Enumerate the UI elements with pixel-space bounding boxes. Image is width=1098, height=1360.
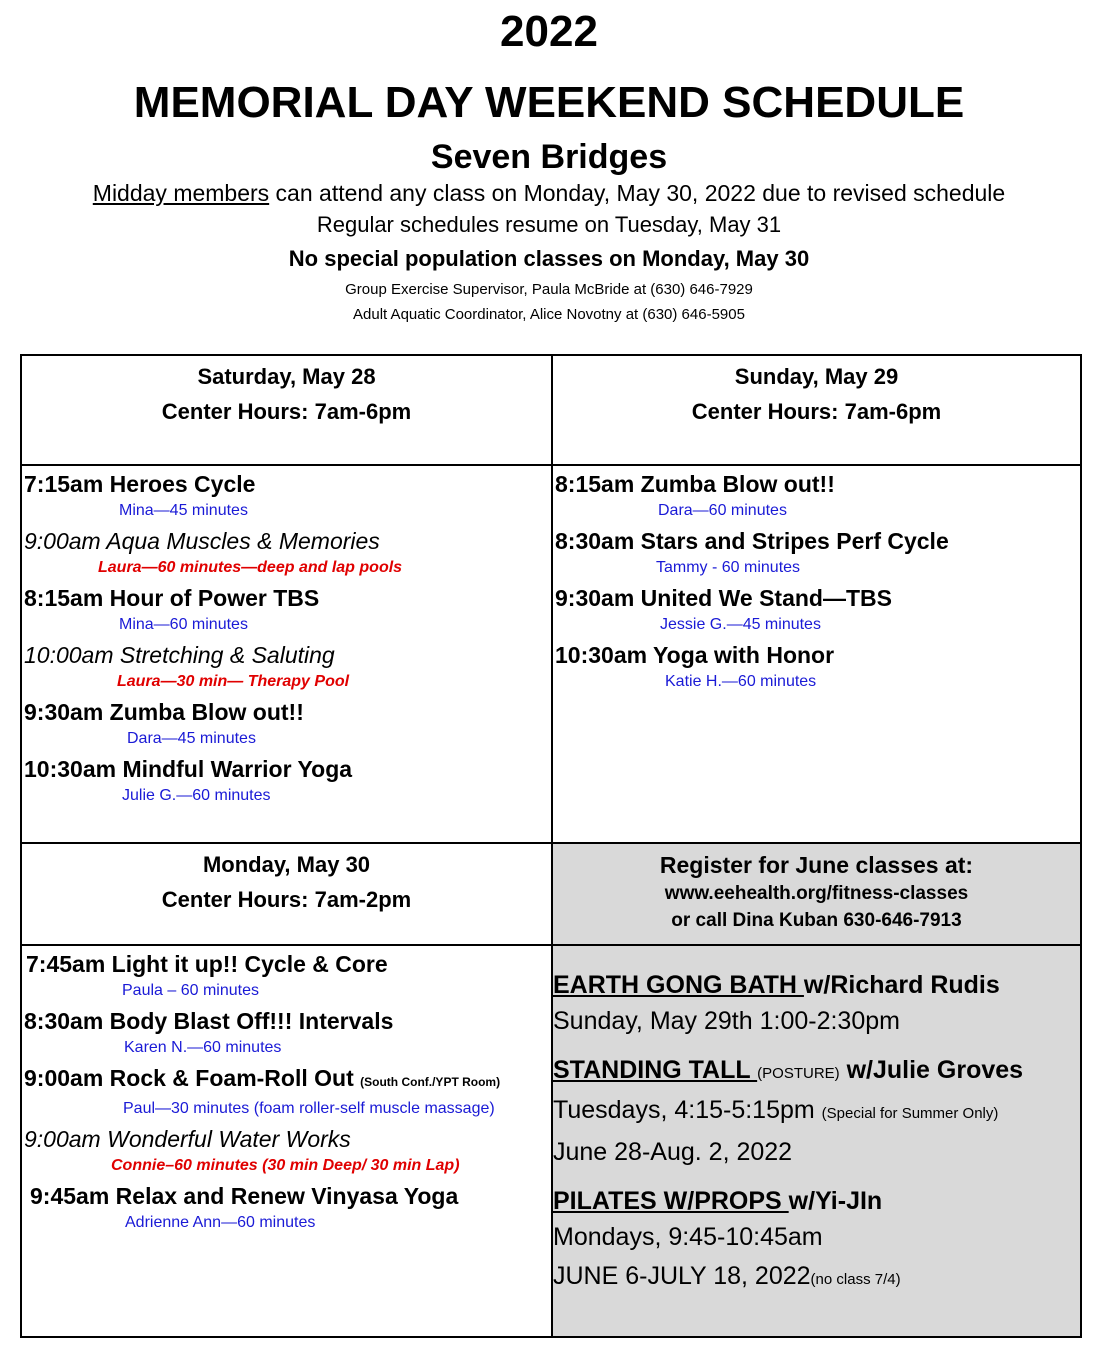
event-time: Tuesdays, 4:15-5:15pm	[553, 1096, 822, 1124]
class-instructor: Laura—60 minutes—deep and lap pools	[98, 559, 403, 576]
event-note: (Special for Summer Only)	[821, 1105, 999, 1122]
class-name: 9:00am Rock & Foam-Roll Out	[24, 1065, 354, 1091]
class-name: 8:30am Body Blast Off!!! Intervals	[24, 1008, 394, 1034]
event-when: Mondays, 9:45-10:45am	[553, 1223, 823, 1251]
sunday-classes	[552, 465, 1081, 843]
event-name: PILATES W/PROPS	[553, 1187, 789, 1215]
event-note: (no class 7/4)	[810, 1271, 901, 1288]
class-instructor: Jessie G.—45 minutes	[660, 616, 821, 633]
register-phone: or call Dina Kuban 630-646-7913	[671, 910, 962, 931]
saturday-classes	[21, 465, 552, 843]
event-dates: June 28-Aug. 2, 2022	[553, 1138, 793, 1166]
event-dates	[553, 1257, 1080, 1299]
special-events-panel	[552, 945, 1081, 1337]
event-when: Sunday, May 29th 1:00-2:30pm	[553, 1007, 900, 1035]
class-instructor: Tammy - 60 minutes	[656, 559, 801, 576]
class-instructor: Julie G.—60 minutes	[122, 787, 271, 804]
class-instructor: Paula – 60 minutes	[122, 982, 259, 999]
event-when	[553, 1091, 1080, 1133]
monday-hours: Center Hours: 7am-2pm	[161, 887, 412, 912]
class-instructor: Connie–60 minutes (30 min Deep/ 30 min Lap)	[111, 1157, 460, 1174]
class-instructor: Mina—60 minutes	[119, 616, 248, 633]
event-title	[553, 1053, 1080, 1091]
class-name-with-note	[22, 1064, 551, 1096]
class-name: 10:00am Stretching & Saluting	[24, 642, 335, 668]
midday-note-text: can attend any class on Monday, May 30, 2022 due to revised schedule	[269, 180, 1006, 206]
register-url: www.eehealth.org/fitness-classes	[664, 883, 969, 904]
class-instructor: Laura—30 min— Therapy Pool	[117, 673, 350, 690]
saturday-header	[21, 355, 552, 465]
event-instructor: w/Richard Rudis	[803, 971, 1000, 999]
class-name: 7:15am Heroes Cycle	[24, 471, 256, 497]
schedule-table	[20, 354, 1082, 1338]
class-name: 9:00am Wonderful Water Works	[24, 1126, 351, 1152]
event-instructor: w/Julie Groves	[839, 1056, 1024, 1084]
saturday-day: Saturday, May 28	[197, 364, 376, 389]
class-instructor: Mina—45 minutes	[119, 502, 248, 519]
monday-day: Monday, May 30	[202, 852, 371, 877]
class-instructor: Karen N.—60 minutes	[124, 1039, 282, 1056]
event-tag: (POSTURE)	[757, 1065, 840, 1082]
class-name: 9:00am Aqua Muscles & Memories	[24, 528, 380, 554]
class-name: 8:15am Hour of Power TBS	[24, 585, 320, 611]
register-title: Register for June classes at:	[659, 852, 974, 878]
room-note: (South Conf./YPT Room)	[360, 1075, 501, 1089]
class-instructor: Katie H.—60 minutes	[665, 673, 817, 690]
monday-header	[21, 843, 552, 945]
location-title: Seven Bridges	[430, 138, 668, 176]
sunday-day: Sunday, May 29	[734, 364, 899, 389]
class-instructor: Dara—60 minutes	[658, 502, 787, 519]
class-name: 9:45am Relax and Renew Vinyasa Yoga	[30, 1183, 459, 1209]
event-title	[553, 968, 1080, 1002]
resume-note: Regular schedules resume on Tuesday, May 31	[316, 212, 782, 237]
year-title: 2022	[500, 7, 598, 56]
class-name: 9:30am Zumba Blow out!!	[24, 699, 304, 725]
sunday-hours: Center Hours: 7am-6pm	[691, 399, 942, 424]
page-title: MEMORIAL DAY WEEKEND SCHEDULE	[133, 78, 965, 127]
class-instructor: Dara—45 minutes	[127, 730, 256, 747]
midday-note	[0, 177, 1098, 209]
special-population-note: No special population classes on Monday, May 30	[288, 246, 810, 271]
register-panel	[552, 843, 1081, 945]
sunday-header	[552, 355, 1081, 465]
class-name: 10:30am Mindful Warrior Yoga	[24, 756, 353, 782]
event-name: STANDING TALL	[553, 1056, 758, 1084]
class-name: 9:30am United We Stand—TBS	[555, 585, 892, 611]
event-date-range: JUNE 6-JULY 18, 2022	[553, 1262, 811, 1290]
event-instructor: w/Yi-JIn	[788, 1187, 883, 1215]
contact-supervisor: Group Exercise Supervisor, Paula McBride at (630) 646-7929	[345, 281, 753, 298]
header	[0, 8, 1098, 327]
class-instructor: Paul—30 minutes (foam roller-self muscle massage)	[123, 1100, 495, 1117]
monday-classes	[21, 945, 552, 1337]
class-name: 8:15am Zumba Blow out!!	[555, 471, 835, 497]
contact-aquatic: Adult Aquatic Coordinator, Alice Novotny at (630) 646-5905	[353, 306, 745, 323]
class-name: 10:30am Yoga with Honor	[555, 642, 835, 668]
class-name: 7:45am Light it up!! Cycle & Core	[26, 951, 388, 977]
event-title	[553, 1184, 1080, 1218]
event-name: EARTH GONG BATH	[553, 971, 804, 999]
saturday-hours: Center Hours: 7am-6pm	[161, 399, 412, 424]
class-name: 8:30am Stars and Stripes Perf Cycle	[555, 528, 949, 554]
class-instructor: Adrienne Ann—60 minutes	[125, 1214, 316, 1231]
midday-members-label: Midday members	[92, 180, 270, 206]
